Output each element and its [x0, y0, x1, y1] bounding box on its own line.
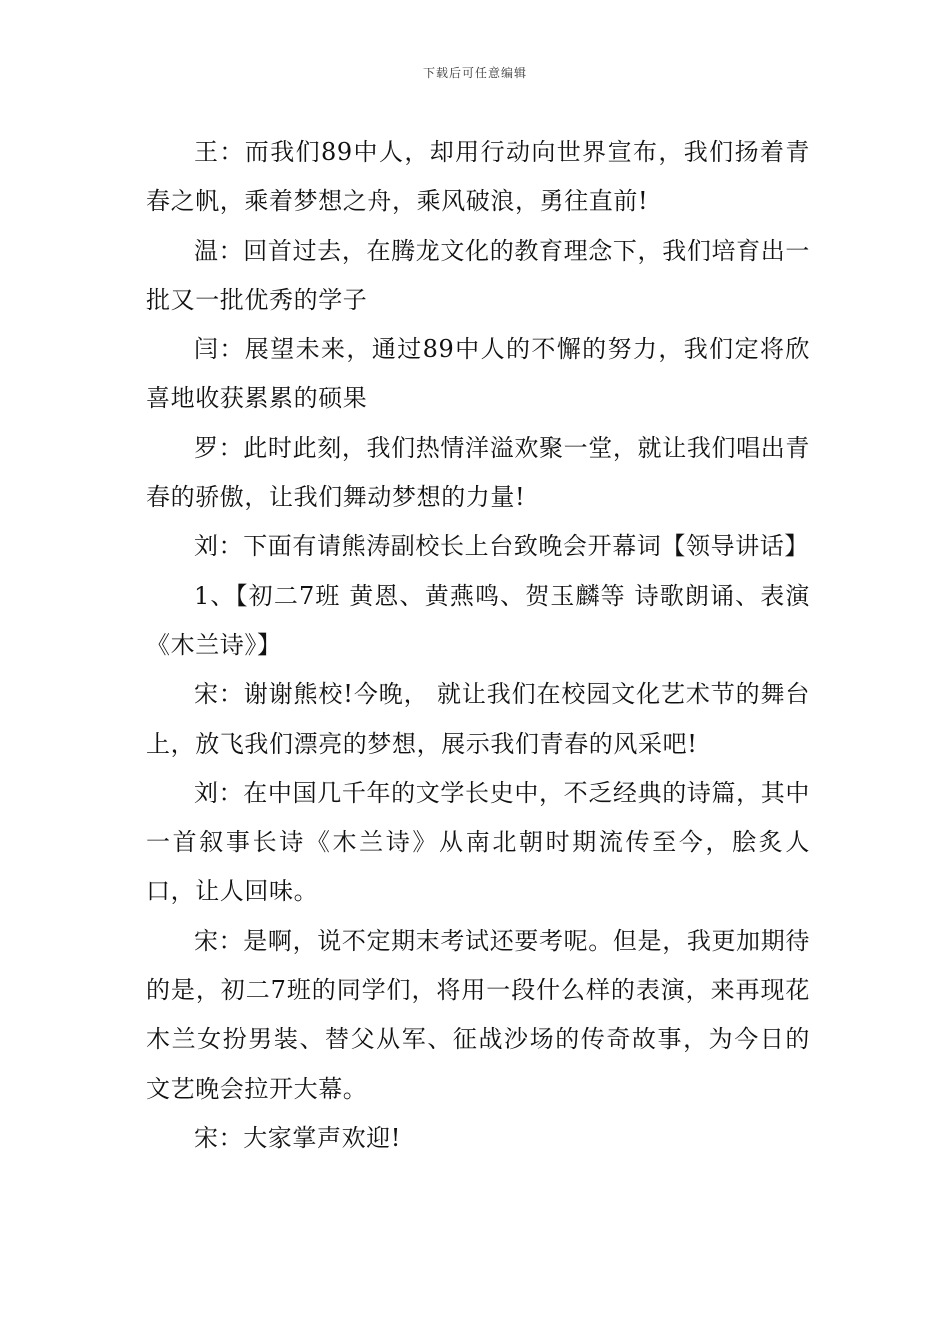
paragraph-song-exam-joke: 宋：是啊，说不定期末考试还要考呢。但是，我更加期待的是，初二7班的同学们，将用一段什么样的表演，来再现花木兰女扮男装、替父从军、征战沙场的传奇故事，为今日的文艺晚会拉开大幕。 [146, 926, 810, 1103]
paragraph-program-item-1: 1、【初二7班 黄恩、黄燕鸣、贺玉麟等 诗歌朗诵、表演《木兰诗》】 [146, 581, 810, 659]
paragraph-liu-mulan-intro: 刘：在中国几千年的文学长史中，不乏经典的诗篇，其中一首叙事长诗《木兰诗》从南北朝时期流传至今，脍炙人口，让人回味。 [146, 778, 810, 906]
document-body [146, 128, 810, 1163]
paragraph-wang-declaration: 王：而我们89中人，却用行动向世界宣布，我们扬着青春之帆，乘着梦想之舟，乘风破浪，勇往直前! [146, 138, 810, 216]
paragraph-yan-looking-forward: 闫：展望未来，通过89中人的不懈的努力，我们定将欣喜地收获累累的硕果 [146, 335, 810, 413]
paragraph-song-applause: 宋：大家掌声欢迎! [194, 1123, 402, 1152]
page-header: 下载后可任意编辑 [422, 66, 527, 80]
paragraph-luo-gathering: 罗：此时此刻，我们热情洋溢欢聚一堂，就让我们唱出青春的骄傲，让我们舞动梦想的力量! [146, 433, 810, 512]
paragraph-liu-leader-speech: 刘：下面有请熊涛副校长上台致晚会开幕词【领导讲话】 [194, 532, 809, 561]
paragraph-song-thanks: 宋：谢谢熊校!今晚， 就让我们在校园文化艺术节的舞台上，放飞我们漂亮的梦想，展示我们青春的风采吧! [146, 680, 810, 758]
paragraph-wen-looking-back: 温：回首过去，在腾龙文化的教育理念下，我们培育出一批又一批优秀的学子 [146, 236, 810, 314]
